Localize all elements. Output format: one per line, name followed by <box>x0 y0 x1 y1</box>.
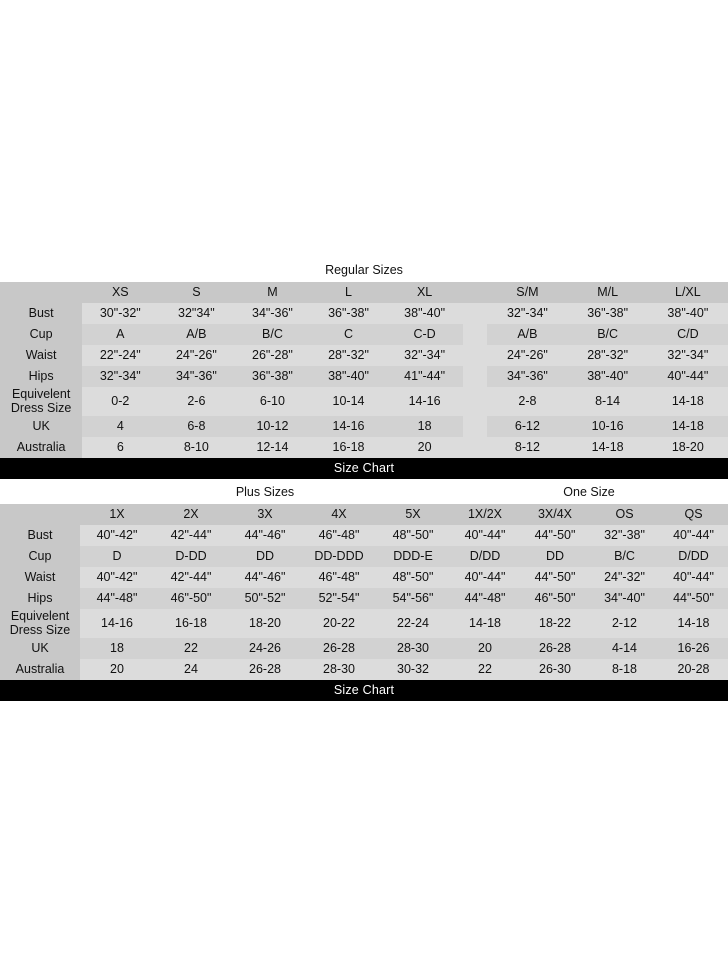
plus-row-label: Hips <box>0 588 80 609</box>
plus-cell: 44"-48" <box>450 588 520 609</box>
regular-cell: 14-16 <box>387 387 463 416</box>
plus-row-label: Cup <box>0 546 80 567</box>
plus-cell: 42"-44" <box>154 567 228 588</box>
table-row <box>0 324 728 345</box>
regular-cell: 2-8 <box>487 387 567 416</box>
plus-cell: D/DD <box>659 546 728 567</box>
plus-cell: DD <box>228 546 302 567</box>
regular-row-label: UK <box>0 416 82 437</box>
plus-col-header: 4X <box>302 504 376 525</box>
plus-sizes-title: Plus Sizes <box>235 485 295 499</box>
plus-cell: 20 <box>450 638 520 659</box>
one-size-title: One Size <box>563 485 615 499</box>
plus-cell: 28-30 <box>376 638 450 659</box>
regular-col-header: L <box>310 282 386 303</box>
plus-cell: 22-24 <box>376 609 450 638</box>
regular-cell: 34"-36" <box>234 303 310 324</box>
plus-cell: 40"-42" <box>80 525 154 546</box>
table-row <box>0 546 728 567</box>
regular-cell: 30"-32" <box>82 303 158 324</box>
table-row <box>0 659 728 680</box>
plus-col-header: 3X/4X <box>520 504 590 525</box>
plus-sizes-table <box>0 504 728 680</box>
regular-cell: 40"-44" <box>648 366 728 387</box>
regular-cell: 32"-34" <box>648 345 728 366</box>
plus-header-row <box>0 504 728 525</box>
table-row <box>0 437 728 458</box>
regular-cell-spacer <box>463 324 488 345</box>
table-row <box>0 387 728 416</box>
regular-sizes-block <box>0 258 728 488</box>
plus-cell: 44"-50" <box>659 588 728 609</box>
regular-cell: 0-2 <box>82 387 158 416</box>
plus-cell: 28-30 <box>302 659 376 680</box>
regular-cell: 10-16 <box>568 416 648 437</box>
plus-cell: 44"-46" <box>228 525 302 546</box>
regular-cell: 10-12 <box>234 416 310 437</box>
plus-cell: 46"-50" <box>154 588 228 609</box>
regular-sizes-title: Regular Sizes <box>325 263 403 277</box>
plus-cell: 20 <box>80 659 154 680</box>
plus-cell: 16-18 <box>154 609 228 638</box>
regular-cell: 28"-32" <box>568 345 648 366</box>
plus-title-row <box>0 480 728 504</box>
regular-cell-spacer <box>463 416 488 437</box>
table-row <box>0 525 728 546</box>
plus-cell: 20-28 <box>659 659 728 680</box>
regular-cell: 6-10 <box>234 387 310 416</box>
regular-cell: 22"-24" <box>82 345 158 366</box>
table-row <box>0 609 728 638</box>
plus-cell: 4-14 <box>590 638 659 659</box>
plus-cell: 24 <box>154 659 228 680</box>
plus-cell: 22 <box>154 638 228 659</box>
plus-cell: 26-28 <box>520 638 590 659</box>
plus-sizes-block <box>0 480 728 701</box>
regular-cell: 4 <box>82 416 158 437</box>
regular-cell: 6-12 <box>487 416 567 437</box>
regular-cell: 18 <box>387 416 463 437</box>
regular-cell: 36"-38" <box>310 303 386 324</box>
regular-col-header: XL <box>387 282 463 303</box>
regular-cell-spacer <box>463 366 488 387</box>
regular-cell: 32"-34" <box>82 366 158 387</box>
plus-col-header: 1X <box>80 504 154 525</box>
regular-cell: C-D <box>387 324 463 345</box>
regular-cell: 41"-44" <box>387 366 463 387</box>
regular-col-header: M/L <box>568 282 648 303</box>
regular-cell: 8-10 <box>158 437 234 458</box>
regular-cell: C <box>310 324 386 345</box>
plus-cell: D <box>80 546 154 567</box>
regular-cell: 24"-26" <box>158 345 234 366</box>
dress-label-line1: Equivelent <box>10 609 70 623</box>
regular-header-row <box>0 282 728 303</box>
table-row <box>0 567 728 588</box>
regular-cell: 34"-36" <box>158 366 234 387</box>
plus-col-header: OS <box>590 504 659 525</box>
regular-cell: 38"-40" <box>648 303 728 324</box>
plus-cell: 24-26 <box>228 638 302 659</box>
plus-cell: 40"-44" <box>659 567 728 588</box>
regular-cell: B/C <box>568 324 648 345</box>
plus-cell: 8-18 <box>590 659 659 680</box>
regular-cell: 14-16 <box>310 416 386 437</box>
regular-title-row <box>0 258 728 282</box>
regular-row-label: Australia <box>0 437 82 458</box>
regular-row-label: Hips <box>0 366 82 387</box>
regular-col-spacer <box>463 282 488 303</box>
plus-cell: 24"-32" <box>590 567 659 588</box>
regular-row-label-dress-size <box>0 387 82 416</box>
plus-cell: 44"-50" <box>520 567 590 588</box>
regular-cell: A <box>82 324 158 345</box>
regular-cell: C/D <box>648 324 728 345</box>
plus-cell: 32"-38" <box>590 525 659 546</box>
regular-col-header: M <box>234 282 310 303</box>
regular-cell: 28"-32" <box>310 345 386 366</box>
regular-cell: 10-14 <box>310 387 386 416</box>
plus-col-header: 2X <box>154 504 228 525</box>
plus-row-label: UK <box>0 638 80 659</box>
regular-cell: 34"-36" <box>487 366 567 387</box>
regular-cell: 38"-40" <box>387 303 463 324</box>
plus-footer-bar: Size Chart <box>0 680 728 701</box>
regular-cell: 8-14 <box>568 387 648 416</box>
plus-cell: 16-26 <box>659 638 728 659</box>
plus-cell: 46"-48" <box>302 567 376 588</box>
plus-col-header: 1X/2X <box>450 504 520 525</box>
regular-cell: A/B <box>487 324 567 345</box>
regular-col-header: S <box>158 282 234 303</box>
plus-cell: 26-30 <box>520 659 590 680</box>
plus-cell: DD <box>520 546 590 567</box>
regular-cell: 14-18 <box>648 387 728 416</box>
regular-cell: 6 <box>82 437 158 458</box>
regular-cell: 32"-34" <box>387 345 463 366</box>
plus-cell: 40"-44" <box>659 525 728 546</box>
plus-cell: 34"-40" <box>590 588 659 609</box>
plus-cell: DD-DDD <box>302 546 376 567</box>
plus-cell: 40"-42" <box>80 567 154 588</box>
table-row <box>0 588 728 609</box>
plus-cell: 18-22 <box>520 609 590 638</box>
plus-cell: 44"-46" <box>228 567 302 588</box>
plus-cell: 22 <box>450 659 520 680</box>
plus-cell: B/C <box>590 546 659 567</box>
plus-cell: 46"-48" <box>302 525 376 546</box>
plus-cell: 40"-44" <box>450 567 520 588</box>
table-row <box>0 345 728 366</box>
regular-cell: 32"34" <box>158 303 234 324</box>
regular-cell: 38"-40" <box>568 366 648 387</box>
regular-cell-spacer <box>463 387 488 416</box>
regular-header-corner <box>0 282 82 303</box>
regular-cell: 14-18 <box>568 437 648 458</box>
plus-cell: 48"-50" <box>376 567 450 588</box>
plus-row-label: Bust <box>0 525 80 546</box>
plus-cell: 40"-44" <box>450 525 520 546</box>
regular-cell-spacer <box>463 437 488 458</box>
table-row <box>0 366 728 387</box>
plus-cell: 54"-56" <box>376 588 450 609</box>
plus-cell: 14-18 <box>659 609 728 638</box>
plus-cell: 18-20 <box>228 609 302 638</box>
regular-cell: 38"-40" <box>310 366 386 387</box>
plus-cell: 50"-52" <box>228 588 302 609</box>
dress-label-line2: Dress Size <box>9 623 71 638</box>
plus-col-header: QS <box>659 504 728 525</box>
regular-cell: 18-20 <box>648 437 728 458</box>
plus-cell: 20-22 <box>302 609 376 638</box>
plus-cell: 46"-50" <box>520 588 590 609</box>
regular-cell: 20 <box>387 437 463 458</box>
plus-col-header: 5X <box>376 504 450 525</box>
regular-cell: 2-6 <box>158 387 234 416</box>
plus-cell: D-DD <box>154 546 228 567</box>
plus-header-corner <box>0 504 80 525</box>
plus-row-label: Waist <box>0 567 80 588</box>
plus-cell: 18 <box>80 638 154 659</box>
plus-cell: 14-18 <box>450 609 520 638</box>
regular-cell: 36"-38" <box>568 303 648 324</box>
regular-cell: 6-8 <box>158 416 234 437</box>
plus-cell: 14-16 <box>80 609 154 638</box>
regular-sizes-table <box>0 282 728 458</box>
plus-cell: 26-28 <box>302 638 376 659</box>
plus-cell: 2-12 <box>590 609 659 638</box>
regular-footer-bar: Size Chart <box>0 458 728 479</box>
plus-row-label: Australia <box>0 659 80 680</box>
regular-cell: 8-12 <box>487 437 567 458</box>
regular-row-label: Cup <box>0 324 82 345</box>
table-row <box>0 638 728 659</box>
dress-label-line1: Equivelent <box>11 387 71 401</box>
regular-cell: 16-18 <box>310 437 386 458</box>
regular-cell: 14-18 <box>648 416 728 437</box>
table-row <box>0 303 728 324</box>
regular-row-label: Waist <box>0 345 82 366</box>
plus-cell: 26-28 <box>228 659 302 680</box>
regular-cell-spacer <box>463 303 488 324</box>
regular-col-header: L/XL <box>648 282 728 303</box>
plus-col-header: 3X <box>228 504 302 525</box>
regular-col-header: XS <box>82 282 158 303</box>
regular-row-label: Bust <box>0 303 82 324</box>
regular-cell: 32"-34" <box>487 303 567 324</box>
table-row <box>0 416 728 437</box>
plus-cell: DDD-E <box>376 546 450 567</box>
plus-row-label-dress-size <box>0 609 80 638</box>
regular-cell: B/C <box>234 324 310 345</box>
regular-col-header: S/M <box>487 282 567 303</box>
plus-cell: 42"-44" <box>154 525 228 546</box>
plus-cell: 44"-50" <box>520 525 590 546</box>
dress-label-line2: Dress Size <box>10 401 72 416</box>
regular-cell: 12-14 <box>234 437 310 458</box>
plus-cell: 44"-48" <box>80 588 154 609</box>
regular-cell-spacer <box>463 345 488 366</box>
regular-cell: 36"-38" <box>234 366 310 387</box>
plus-cell: 52"-54" <box>302 588 376 609</box>
regular-cell: A/B <box>158 324 234 345</box>
plus-cell: D/DD <box>450 546 520 567</box>
regular-cell: 26"-28" <box>234 345 310 366</box>
regular-cell: 24"-26" <box>487 345 567 366</box>
plus-cell: 30-32 <box>376 659 450 680</box>
plus-cell: 48"-50" <box>376 525 450 546</box>
